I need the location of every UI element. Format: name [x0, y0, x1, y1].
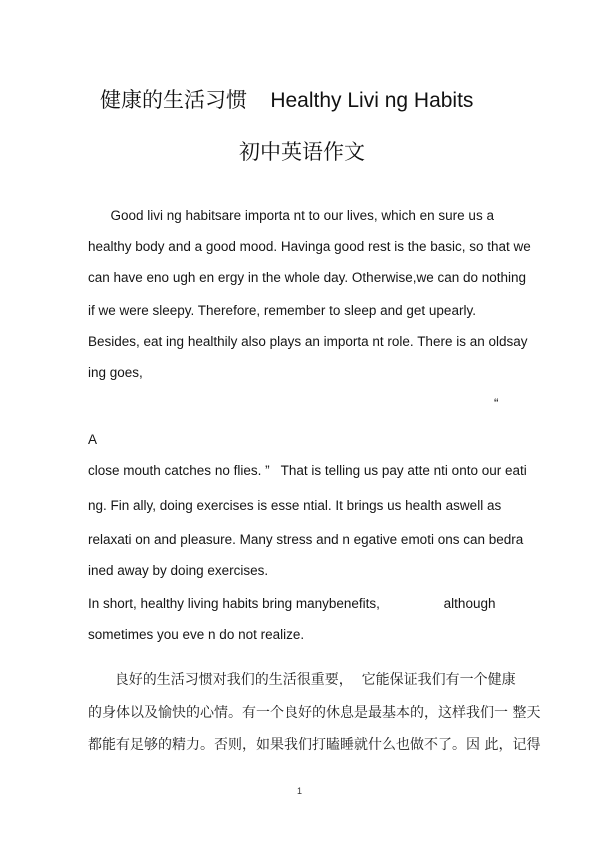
english-line-8: A: [88, 432, 98, 447]
opening-quote: “: [494, 396, 499, 411]
english-line-11: relaxati on and pleasure. Many stress and n egative emoti ons can bedra: [88, 532, 524, 547]
english-line-6: ing goes,: [88, 365, 143, 380]
english-line-1: Good livi ng habitsare importa nt to our lives, which en sure us a: [88, 208, 494, 223]
english-line-5: Besides, eat ing healthily also plays an importa nt role. There is an oldsay: [88, 334, 528, 349]
document-title: 健康的生活习惯 Healthy Livi ng Habits: [100, 89, 474, 112]
english-line-3: can have eno ugh en ergy in the whole day. Otherwise,we can do nothing: [88, 270, 527, 285]
english-line-9: close mouth catches no flies. ” That is telling us pay atte nti onto our eati: [88, 463, 527, 478]
english-line-4: if we were sleepy. Therefore, remember to sleep and get upearly.: [88, 303, 476, 318]
english-line-2: healthy body and a good mood. Havinga good rest is the basic, so that we: [88, 239, 531, 254]
chinese-line-1: 良好的生活习惯对我们的生活很重要， 它能保证我们有一个健康: [88, 672, 516, 688]
english-line-13: In short, healthy living habits bring manybenefits, although: [88, 596, 496, 611]
chinese-line-3: 都能有足够的精力。否则，如果我们打瞌睡就什么也做不了。因 此，记得: [88, 737, 541, 753]
page-number: 1: [297, 786, 303, 796]
english-line-14: sometimes you eve n do not realize.: [88, 627, 305, 642]
english-line-10: ng. Fin ally, doing exercises is esse ntial. It brings us health aswell as: [88, 498, 502, 513]
document-subtitle: 初中英语作文: [239, 141, 365, 164]
chinese-line-2: 的身体以及愉快的心情。有一个良好的休息是最基本的，这样我们一 整天: [88, 705, 541, 721]
english-line-12: ined away by doing exercises.: [88, 563, 269, 578]
